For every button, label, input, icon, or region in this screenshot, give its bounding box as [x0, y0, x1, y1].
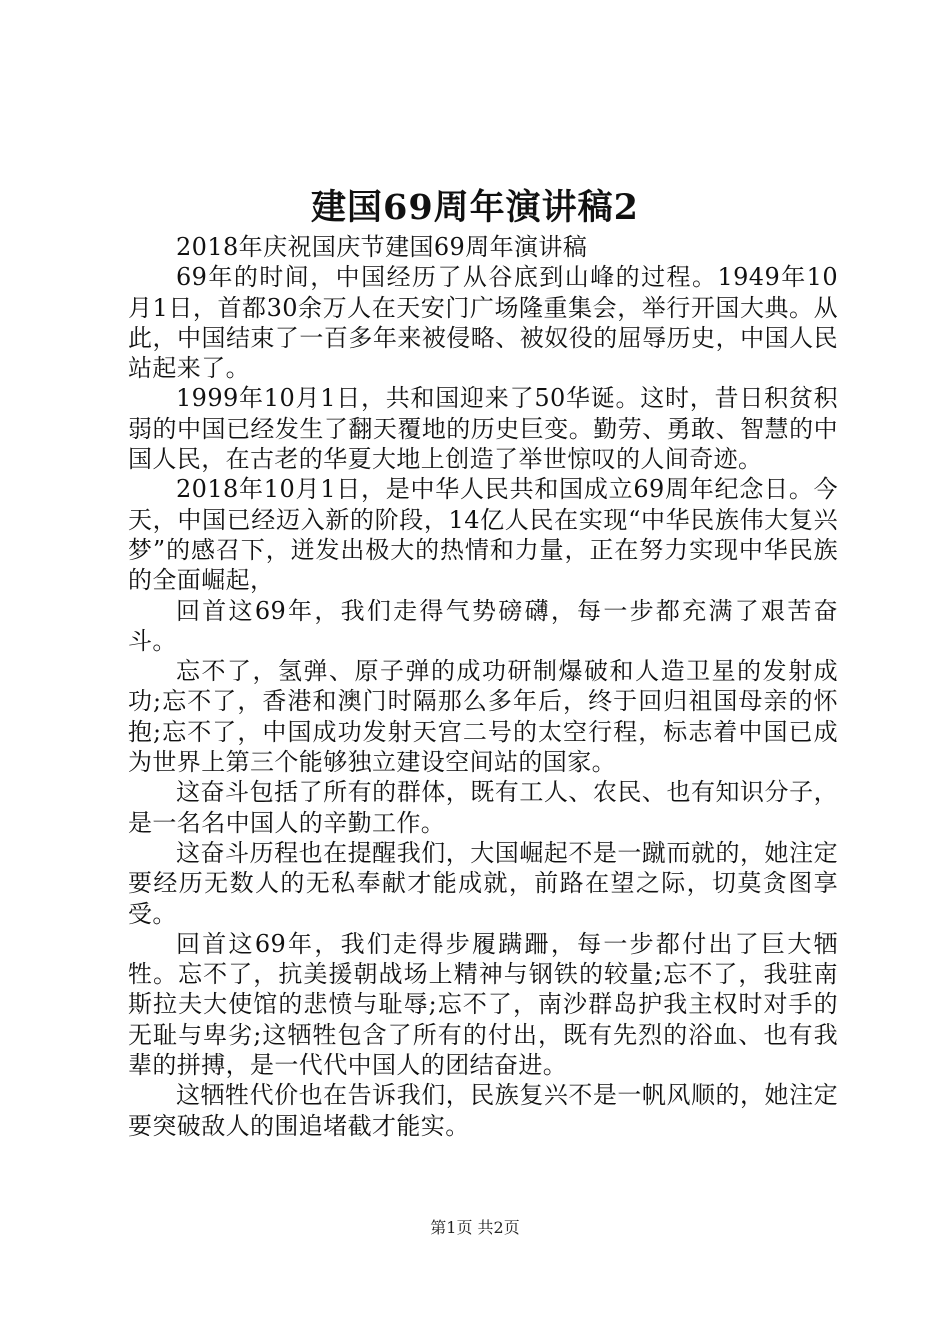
- page-footer: 第1页 共2页: [430, 1218, 520, 1237]
- paragraph: 69年的时间，中国经历了从谷底到山峰的过程。1949年10月1日，首都30余万人在天安门广场隆重集会，举行开国大典。从此，中国结束了一百多年来被侵略、被奴役的屈辱历史，中国人民站起来了。: [128, 263, 838, 383]
- paragraph: 1999年10月1日，共和国迎来了50华诞。这时，昔日积贫积弱的中国已经发生了翻天覆地的历史巨变。勤劳、勇敢、智慧的中国人民，在古老的华夏大地上创造了举世惊叹的人间奇迹。: [128, 384, 838, 474]
- paragraph: 回首这69年，我们走得步履蹒跚，每一步都付出了巨大牺牲。忘不了，抗美援朝战场上精神与钢铁的较量;忘不了，我驻南斯拉夫大使馆的悲愤与耻辱;忘不了，南沙群岛护我主权时对手的无耻与卑劣;这牺牲包含了所有的付出，既有先烈的浴血、也有我辈的拼搏，是一代代中国人的团结奋进。: [128, 929, 838, 1080]
- document-body: [128, 232, 838, 1141]
- document-title: 建国69周年演讲稿2: [310, 187, 640, 228]
- paragraph: 这奋斗包括了所有的群体，既有工人、农民、也有知识分子，是一名名中国人的辛勤工作。: [128, 778, 838, 837]
- paragraph: 忘不了，氢弹、原子弹的成功研制爆破和人造卫星的发射成功;忘不了，香港和澳门时隔那么多年后，终于回归祖国母亲的怀抱;忘不了，中国成功发射天宫二号的太空行程，标志着中国已成为世界上第三个能够独立建设空间站的国家。: [128, 657, 838, 777]
- paragraph: 这奋斗历程也在提醒我们，大国崛起不是一蹴而就的，她注定要经历无数人的无私奉献才能成就，前路在望之际，切莫贪图享受。: [128, 838, 838, 928]
- paragraph: 2018年10月1日，是中华人民共和国成立69周年纪念日。今天，中国已经迈入新的阶段，14亿人民在实现“中华民族伟大复兴梦”的感召下，迸发出极大的热情和力量，正在努力实现中华民族的全面崛起，: [128, 475, 838, 595]
- paragraph: 回首这69年，我们走得气势磅礴，每一步都充满了艰苦奋斗。: [128, 596, 838, 655]
- paragraph: 这牺牲代价也在告诉我们，民族复兴不是一帆风顺的，她注定要突破敌人的围追堵截才能实。: [128, 1081, 838, 1140]
- paragraph-subtitle: 2018年庆祝国庆节建国69周年演讲稿: [176, 233, 588, 261]
